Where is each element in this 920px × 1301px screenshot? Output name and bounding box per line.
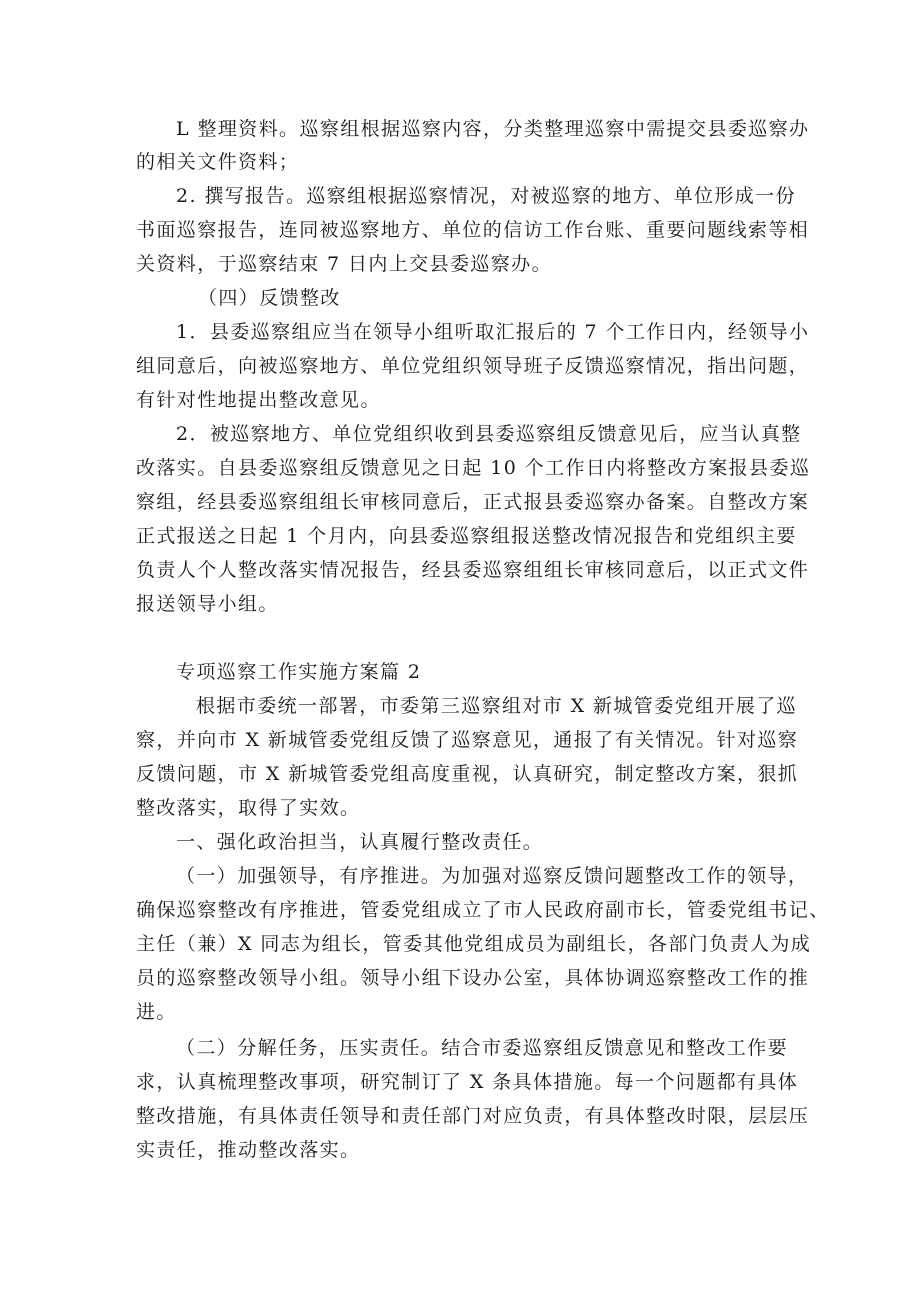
text-line: 有针对性地提出整改意见。 bbox=[136, 389, 381, 411]
text-line: 2．被巡察地方、单位党组织收到县委巡察组反馈意见后，应当认真整 bbox=[176, 423, 802, 445]
text-line: 整改落实，取得了实效。 bbox=[136, 797, 361, 819]
text-line: 1．县委巡察组应当在领导小组听取汇报后的 7 个工作日内，经领导小 bbox=[176, 321, 810, 343]
text-line: 书面巡察报告，连同被巡察地方、单位的信访工作台账、重要问题线索等相 bbox=[136, 219, 810, 241]
text-line: 负责人个人整改落实情况报告，经县委巡察组组长审核同意后，以正式文件 bbox=[136, 559, 810, 581]
text-line: 确保巡察整改有序推进，管委党组成立了市人民政府副市长，管委党组书记、 bbox=[136, 899, 830, 921]
text-line: 组同意后，向被巡察地方、单位党组织领导班子反馈巡察情况，指出问题， bbox=[136, 355, 810, 377]
text-line: 的相关文件资料； bbox=[136, 151, 300, 173]
text-line: 反馈问题，市 X 新城管委党组高度重视，认真研究，制定整改方案，狠抓 bbox=[136, 763, 799, 785]
article-title: 专项巡察工作实施方案篇 2 bbox=[176, 661, 422, 683]
text-line: 求，认真梳理整改事项，研究制订了 X 条具体措施。每一个问题都有具体 bbox=[136, 1071, 799, 1093]
text-line: 正式报送之日起 1 个月内，向县委巡察组报送整改情况报告和党组织主要 bbox=[136, 525, 797, 547]
text-line: 整改措施，有具体责任领导和责任部门对应负责，有具体整改时限，层层压 bbox=[136, 1105, 810, 1127]
section-heading: （四）反馈整改 bbox=[198, 287, 341, 309]
section-heading: 一、强化政治担当，认真履行整改责任。 bbox=[176, 831, 544, 853]
text-line: 察组，经县委巡察组组长审核同意后，正式报县委巡察办备案。自整改方案 bbox=[136, 491, 810, 513]
text-line: 员的巡察整改领导小组。领导小组下设办公室，具体协调巡察整改工作的推 bbox=[136, 967, 810, 989]
text-line: 察，并向市 X 新城管委党组反馈了巡察意见，通报了有关情况。针对巡察 bbox=[136, 729, 799, 751]
text-line: 进。 bbox=[136, 1001, 177, 1023]
text-line: 2. 撰写报告。巡察组根据巡察情况，对被巡察的地方、单位形成一份 bbox=[176, 185, 796, 207]
text-line: （二）分解任务，压实责任。结合市委巡察组反馈意见和整改工作要 bbox=[176, 1037, 789, 1059]
text-line: 主任（兼）X 同志为组长，管委其他党组成员为副组长，各部门负责人为成 bbox=[136, 933, 812, 955]
text-line: 改落实。自县委巡察组反馈意见之日起 10 个工作日内将整改方案报县委巡 bbox=[136, 457, 811, 479]
text-line: 关资料，于巡察结束 7 日内上交县委巡察办。 bbox=[136, 253, 552, 275]
text-line: L 整理资料。巡察组根据巡察内容，分类整理巡察中需提交县委巡察办 bbox=[176, 118, 810, 140]
text-line: 实责任，推动整改落实。 bbox=[136, 1139, 361, 1161]
text-line: （一）加强领导，有序推进。为加强对巡察反馈问题整改工作的领导， bbox=[176, 865, 809, 887]
text-line: 根据市委统一部署，市委第三巡察组对市 X 新城管委党组开展了巡 bbox=[196, 695, 798, 717]
text-line: 报送领导小组。 bbox=[136, 593, 279, 615]
